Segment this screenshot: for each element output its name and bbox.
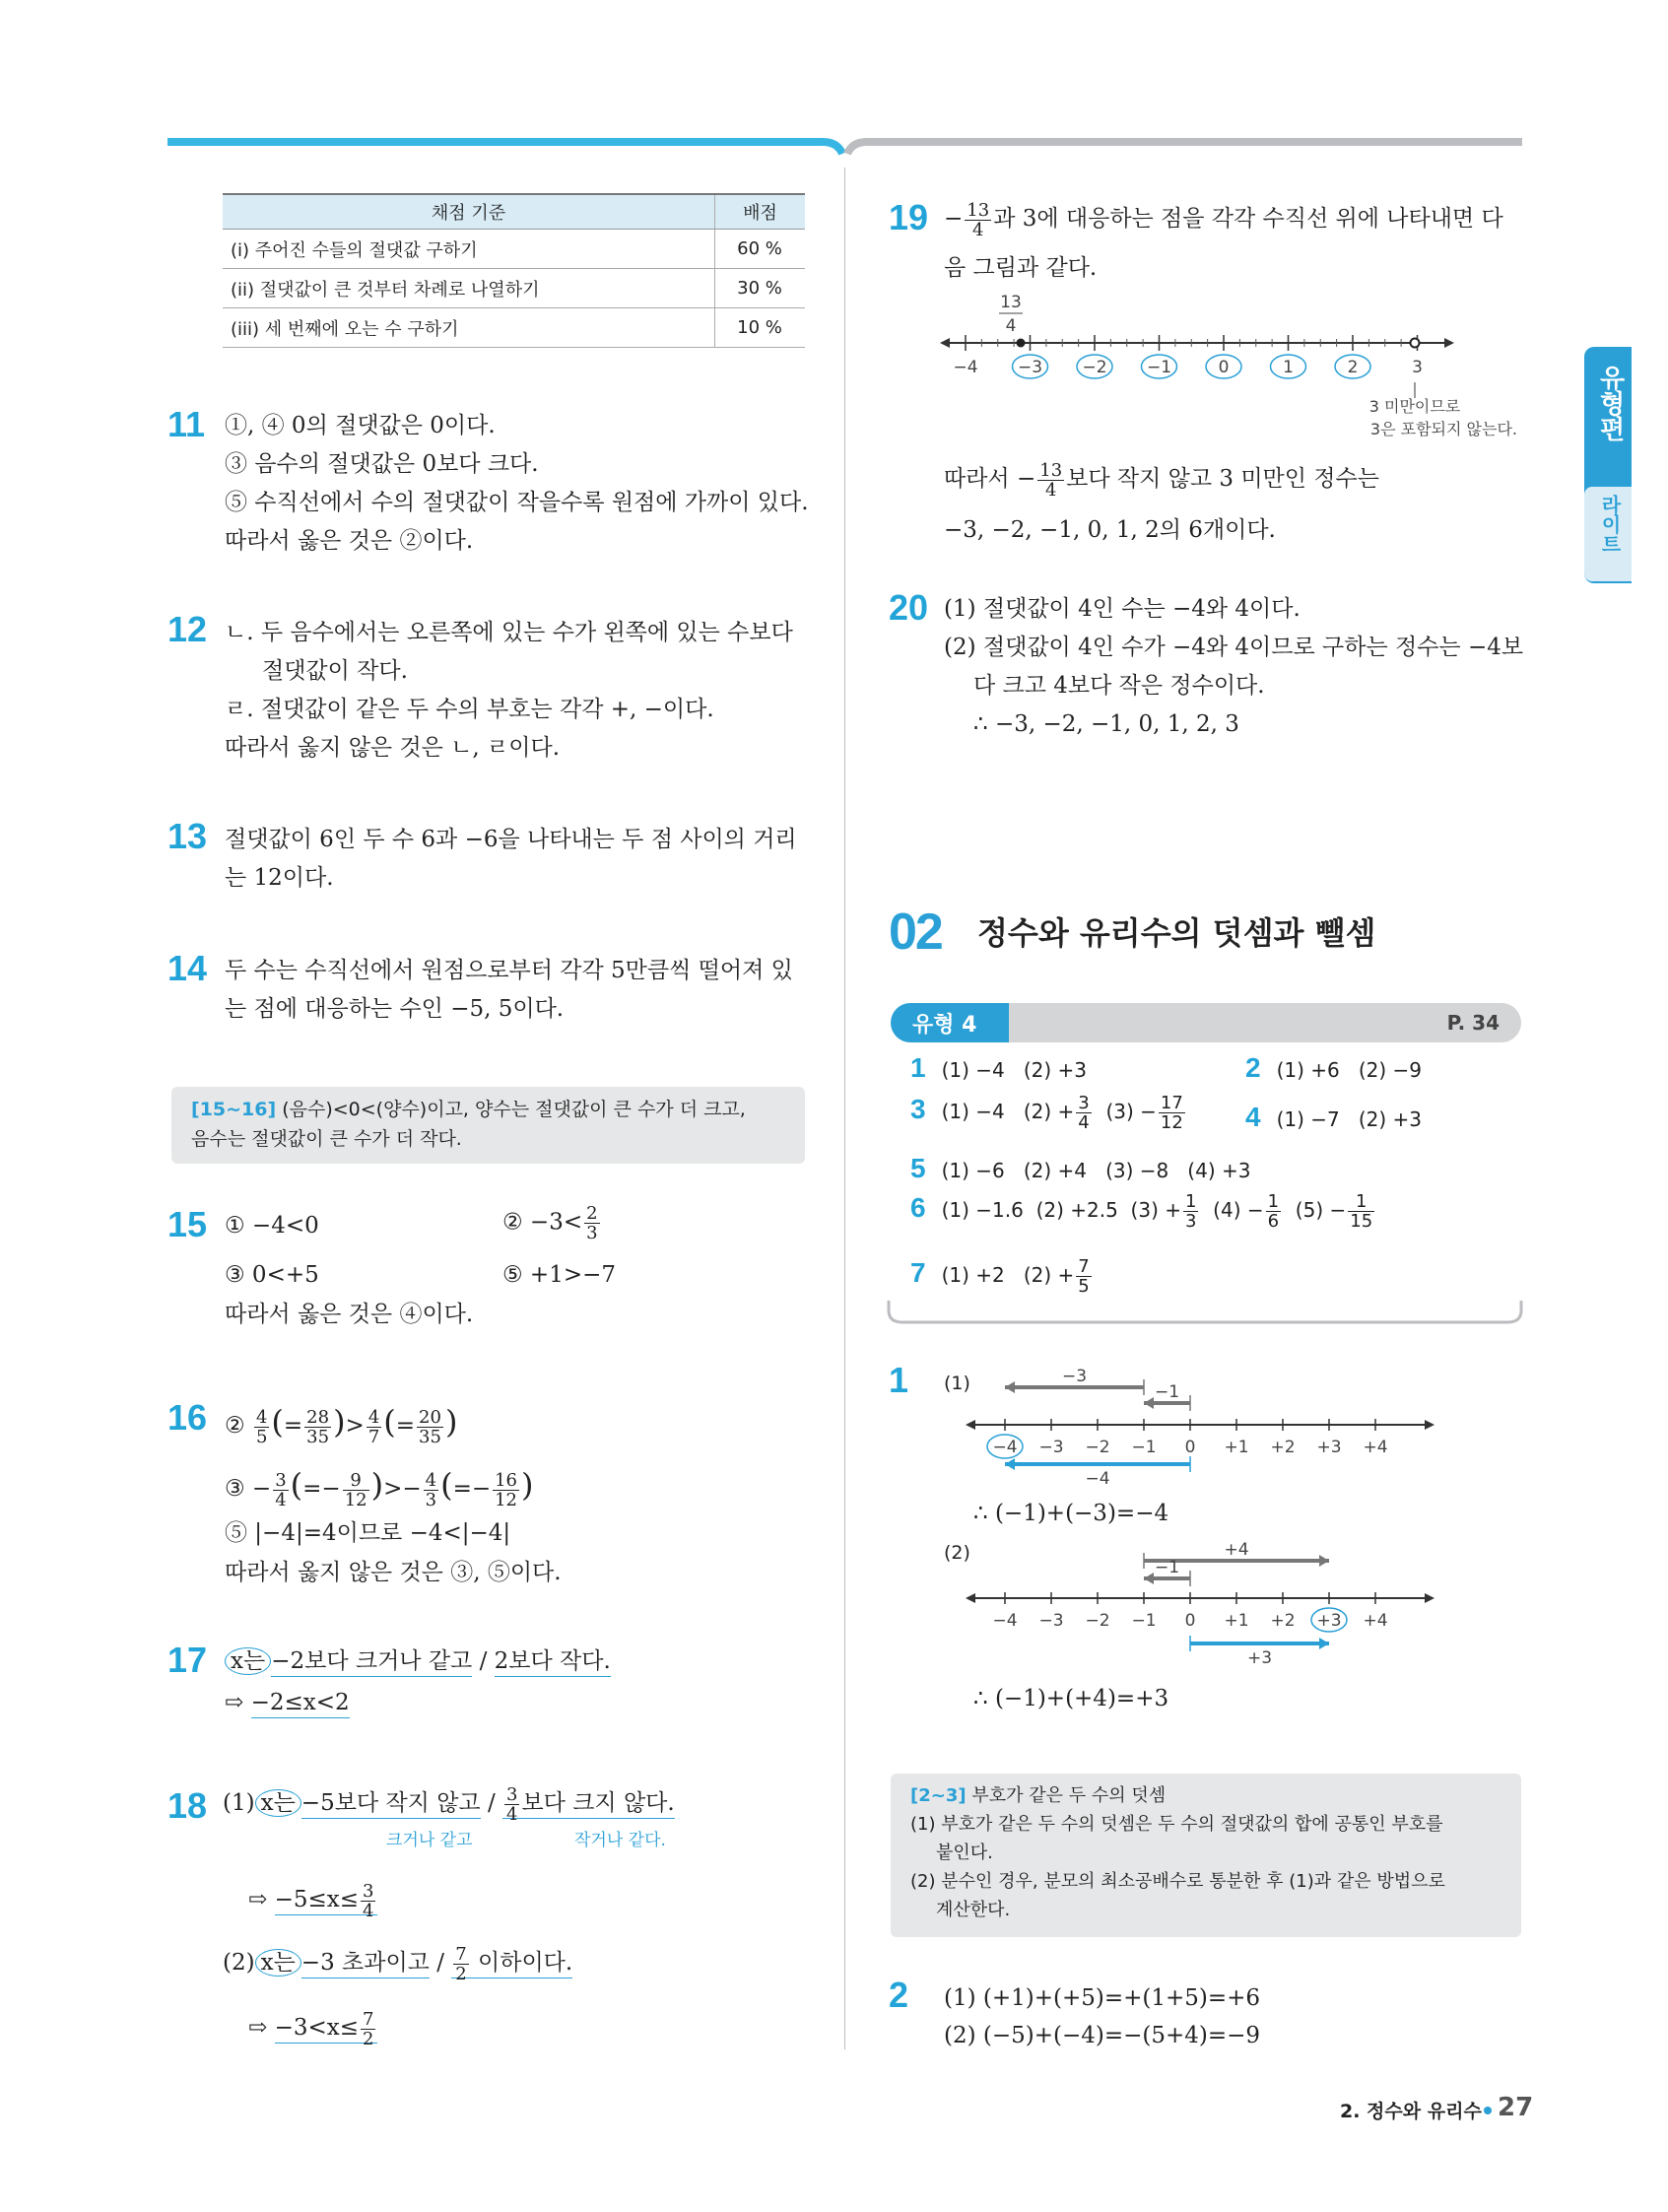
axis-arrow [966,1420,975,1430]
q19-line: − $\frac{13}{4}$ 과 3에 대응하는 점을 각각 수직선 위에 나타내면 다 [944,199,1503,240]
type-header [891,1003,1521,1042]
q12-line: ㄹ. 절댓값이 같은 두 수의 부호는 각각 +, −이다. [225,697,714,722]
q19-line: 따라서 − $\frac{13}{4}$ 보다 작지 않고 3 미만인 정수는 [944,459,1379,501]
table-cell: 60 % [715,230,806,269]
tick-label: −4 [992,1611,1018,1631]
q12-line: 따라서 옳지 않은 것은 ㄴ, ㄹ이다. [225,735,561,761]
question-number: 18 [167,1785,208,1826]
tick-label: 3 [1412,358,1423,377]
tick-label: −2 [1085,1611,1110,1631]
question-number: 2 [889,1975,909,2015]
question-number: 1 [889,1360,909,1400]
arrow-label: +4 [1224,1540,1249,1560]
tick-label: −3 [1017,358,1043,377]
side-tab[interactable] [1584,347,1632,583]
side-tab-label: 유형편 [1595,365,1625,441]
q12-line: 절댓값이 작다. [262,658,408,684]
table-cell: 10 % [715,308,806,348]
tick-label: −3 [1038,1438,1064,1457]
type-page: P. 34 [1446,1011,1500,1035]
section-title: 정수와 유리수의 덧셈과 뺄셈 [977,914,1376,952]
arrow-head [1005,1458,1015,1470]
tick-label: +1 [1224,1611,1249,1631]
q18-line: (2) x는 −3 초과이고 / $\frac{7}{2}$ 이하이다. [223,1943,573,1984]
q13-line: 절댓값이 6인 두 수 6과 −6을 나타내는 두 점 사이의 거리 [225,827,797,852]
a1-result: ∴ (−1)+(−3)=−4 [973,1501,1169,1526]
tip-text: (음수)<0<(양수)이고, 양수는 절댓값이 큰 수가 더 크고, [282,1099,746,1120]
question-number: 14 [167,948,208,988]
q13-line: 는 12이다. [225,865,334,891]
tip-box [171,1087,805,1164]
q15-line: 따라서 옳은 것은 ④이다. [225,1302,474,1327]
tip-text: 붙인다. [936,1843,993,1863]
question-number: 17 [167,1640,208,1680]
column-divider [844,168,845,2049]
table-row [223,230,805,269]
q15-item: ① −4<0 [225,1213,319,1239]
q14-line: 는 점에 대응하는 수인 −5, 5이다. [225,996,565,1022]
q19-point [1411,339,1420,348]
q16-line: ③ − $\frac{3}{4}$ (=− $\frac{9}{12}$ )>− $\frac{4}{3}$ (=− $\frac{16}{12}$ ) [225,1466,534,1510]
tip-text: (2) 분수인 경우, 분모의 최소공배수로 통분한 후 (1)과 같은 방법으로 [910,1871,1445,1892]
arrow-head [1144,1573,1154,1584]
axis-arrow [966,1593,975,1603]
q18-note: 크거나 같고 [386,1831,473,1850]
q16-line: ⑤ |−4|=4이므로 −4<|−4| [225,1520,511,1546]
q16-line: 따라서 옳지 않은 것은 ③, ⑤이다. [225,1560,562,1585]
tip-text: 계산한다. [936,1900,1011,1920]
q19-frac-label: 4 [1005,316,1017,336]
answer-row: 2 (1) +6 (2) −9 [1245,1052,1422,1083]
q11-line: 따라서 옳은 것은 ②이다. [225,528,474,554]
a1-result: ∴ (−1)+(+4)=+3 [973,1686,1169,1711]
tick-label: +2 [1270,1611,1296,1631]
q19-number-line [936,292,1527,439]
tip-tag: [15~16] [191,1099,277,1120]
question-number: 20 [889,587,929,628]
tick-label: +1 [1224,1438,1249,1457]
tick-label: −4 [953,358,978,377]
q20-line: 다 크고 4보다 작은 정수이다. [973,673,1265,699]
a1-number-line-1 [966,1364,1438,1492]
answer-box-bottom [887,1299,1525,1328]
a2-line: (1) (+1)+(+5)=+(1+5)=+6 [944,1985,1261,2011]
tick-label: 0 [1184,1611,1196,1631]
tick-label: +3 [1316,1611,1342,1631]
q20-line: (2) 절댓값이 4인 수가 −4와 4이므로 구하는 정수는 −4보 [944,635,1524,660]
table-header: 채점 기준 [223,194,715,230]
tick-label: −2 [1085,1438,1110,1457]
q19-line: 음 그림과 같다. [944,255,1098,281]
a1-number-line-2 [966,1537,1438,1675]
tick-label: 1 [1283,358,1294,377]
q19-line: −3, −2, −1, 0, 1, 2의 6개이다. [944,517,1276,543]
table-cell: (iii) 세 번째에 오는 수 구하기 [223,308,715,348]
arrow-label: +3 [1246,1648,1273,1668]
axis-arrow [1425,1420,1434,1430]
tick-label: +3 [1316,1438,1342,1457]
header-bar [167,136,1522,156]
q20-line: (1) 절댓값이 4인 수는 −4와 4이다. [944,596,1301,622]
q18-line: (1) x는 −5보다 작지 않고 / $\frac{3}{4}$ 보다 크지 않다. [223,1783,675,1825]
q15-item: ② −3< $\frac{2}{3}$ [502,1203,598,1243]
q16-line: ② $\frac{4}{5}$ (= $\frac{28}{35}$ )> $\frac{4}{7}$ (= $\frac{20}{35}$ ) [225,1403,458,1447]
question-number: 11 [167,404,206,444]
footer-chapter: 2. 정수와 유리수 [1340,2101,1482,2122]
tick-label: 2 [1347,358,1359,377]
arrow-label: −1 [1154,1558,1180,1577]
q12-line: ㄴ. 두 음수에서는 오른쪽에 있는 수가 왼쪽에 있는 수보다 [225,620,793,645]
q14-line: 두 수는 수직선에서 원점으로부터 각각 5만큼씩 떨어져 있 [225,958,793,983]
q11-line: ⑤ 수직선에서 수의 절댓값이 작을수록 원점에 가까이 있다. [225,490,809,515]
tick-label: 0 [1218,358,1230,377]
answer-row: 4 (1) −7 (2) +3 [1245,1102,1422,1132]
tip-text: 음수는 절댓값이 큰 수가 더 작다. [191,1128,462,1150]
arrow-head [1319,1638,1329,1649]
arrow-label: −1 [1154,1382,1180,1402]
answer-row: 3 (1) −4 (2) + $\frac{3}{4}$ (3) − $\frac{17}{12}$ [910,1093,1183,1133]
q18-note: 작거나 같다. [574,1831,666,1850]
answer-row: 6 (1) −1.6 (2) +2.5 (3) + $\frac{1}{3}$ (4) − $\frac{1}{6}$ (5) − $\frac{1}{15}$ [910,1191,1373,1232]
question-number: 13 [167,816,208,856]
tick-label: 0 [1184,1438,1196,1457]
arrow-head [1005,1381,1015,1393]
answer-row: 1 (1) −4 (2) +3 [910,1052,1087,1083]
q11-line: ③ 음수의 절댓값은 0보다 크다. [225,451,539,477]
arrow-head [1319,1555,1329,1567]
tick-label: −3 [1038,1611,1064,1631]
tip-box [891,1774,1521,1937]
arrow-label: −4 [1085,1469,1110,1489]
arrow-label: −3 [1061,1367,1088,1386]
footer-dot [1484,2107,1492,2114]
section-number: 02 [889,904,942,961]
table-header: 배점 [715,194,806,230]
tip-text: (1) 부호가 같은 두 수의 덧셈은 두 수의 절댓값의 합에 공통인 부호를 [910,1814,1443,1835]
q20-line: ∴ −3, −2, −1, 0, 1, 2, 3 [973,711,1239,737]
part-label: (1) [944,1373,970,1394]
table-cell: (i) 주어진 수들의 절댓값 구하기 [223,230,715,269]
question-number: 16 [167,1397,208,1438]
side-tab-sublabel: 라이트 [1598,495,1622,554]
tip-tag: [2~3] [910,1785,967,1806]
tip-text: 부호가 같은 두 수의 덧셈 [971,1785,1167,1806]
table-row [223,269,805,308]
q19-frac-label: 13 [1000,293,1022,312]
tick-label: −1 [1146,358,1172,377]
q18-result: ⇨ −5≤x≤ $\frac{3}{4}$ [248,1876,377,1923]
q11-line: ①, ④ 0의 절댓값은 0이다. [225,413,496,438]
table-row [223,308,805,348]
question-number: 12 [167,609,208,649]
question-number: 19 [889,197,929,237]
tick-label: +2 [1270,1438,1296,1457]
tick-label: −1 [1131,1611,1157,1631]
table-cell: (ii) 절댓값이 큰 것부터 차례로 나열하기 [223,269,715,308]
q17-line: x는 −2보다 크거나 같고 / 2보다 작다. [225,1645,611,1677]
tick-label: −4 [992,1438,1018,1457]
q15-item: ③ 0<+5 [225,1262,319,1288]
part-label: (2) [944,1542,970,1564]
a2-line: (2) (−5)+(−4)=−(5+4)=−9 [944,2023,1261,2048]
table-cell: 30 % [715,269,806,308]
answer-row: 5 (1) −6 (2) +4 (3) −8 (4) +3 [910,1153,1251,1183]
answer-row: 7 (1) +2 (2) + $\frac{7}{5}$ [910,1256,1090,1297]
tick-label: +4 [1363,1611,1388,1631]
arrow-head [1144,1397,1154,1409]
question-number: 15 [167,1204,208,1244]
tick-label: −1 [1131,1438,1157,1457]
q19-note: 3은 포함되지 않는다. [1369,420,1517,438]
type-label: 유형 4 [912,1013,977,1038]
q19-note: 3 미만이므로 [1368,397,1461,416]
q15-item: ⑤ +1>−7 [502,1262,617,1288]
page-number: 27 [1498,2093,1534,2122]
scoring-table [223,193,805,348]
axis-arrow [1425,1593,1434,1603]
q18-result: ⇨ −3<x≤ $\frac{7}{2}$ [248,2004,377,2051]
tick-label: −2 [1082,358,1107,377]
q17-result: ⇨ −2≤x<2 [225,1687,350,1718]
q19-point [1017,339,1026,348]
tick-label: +4 [1363,1438,1388,1457]
